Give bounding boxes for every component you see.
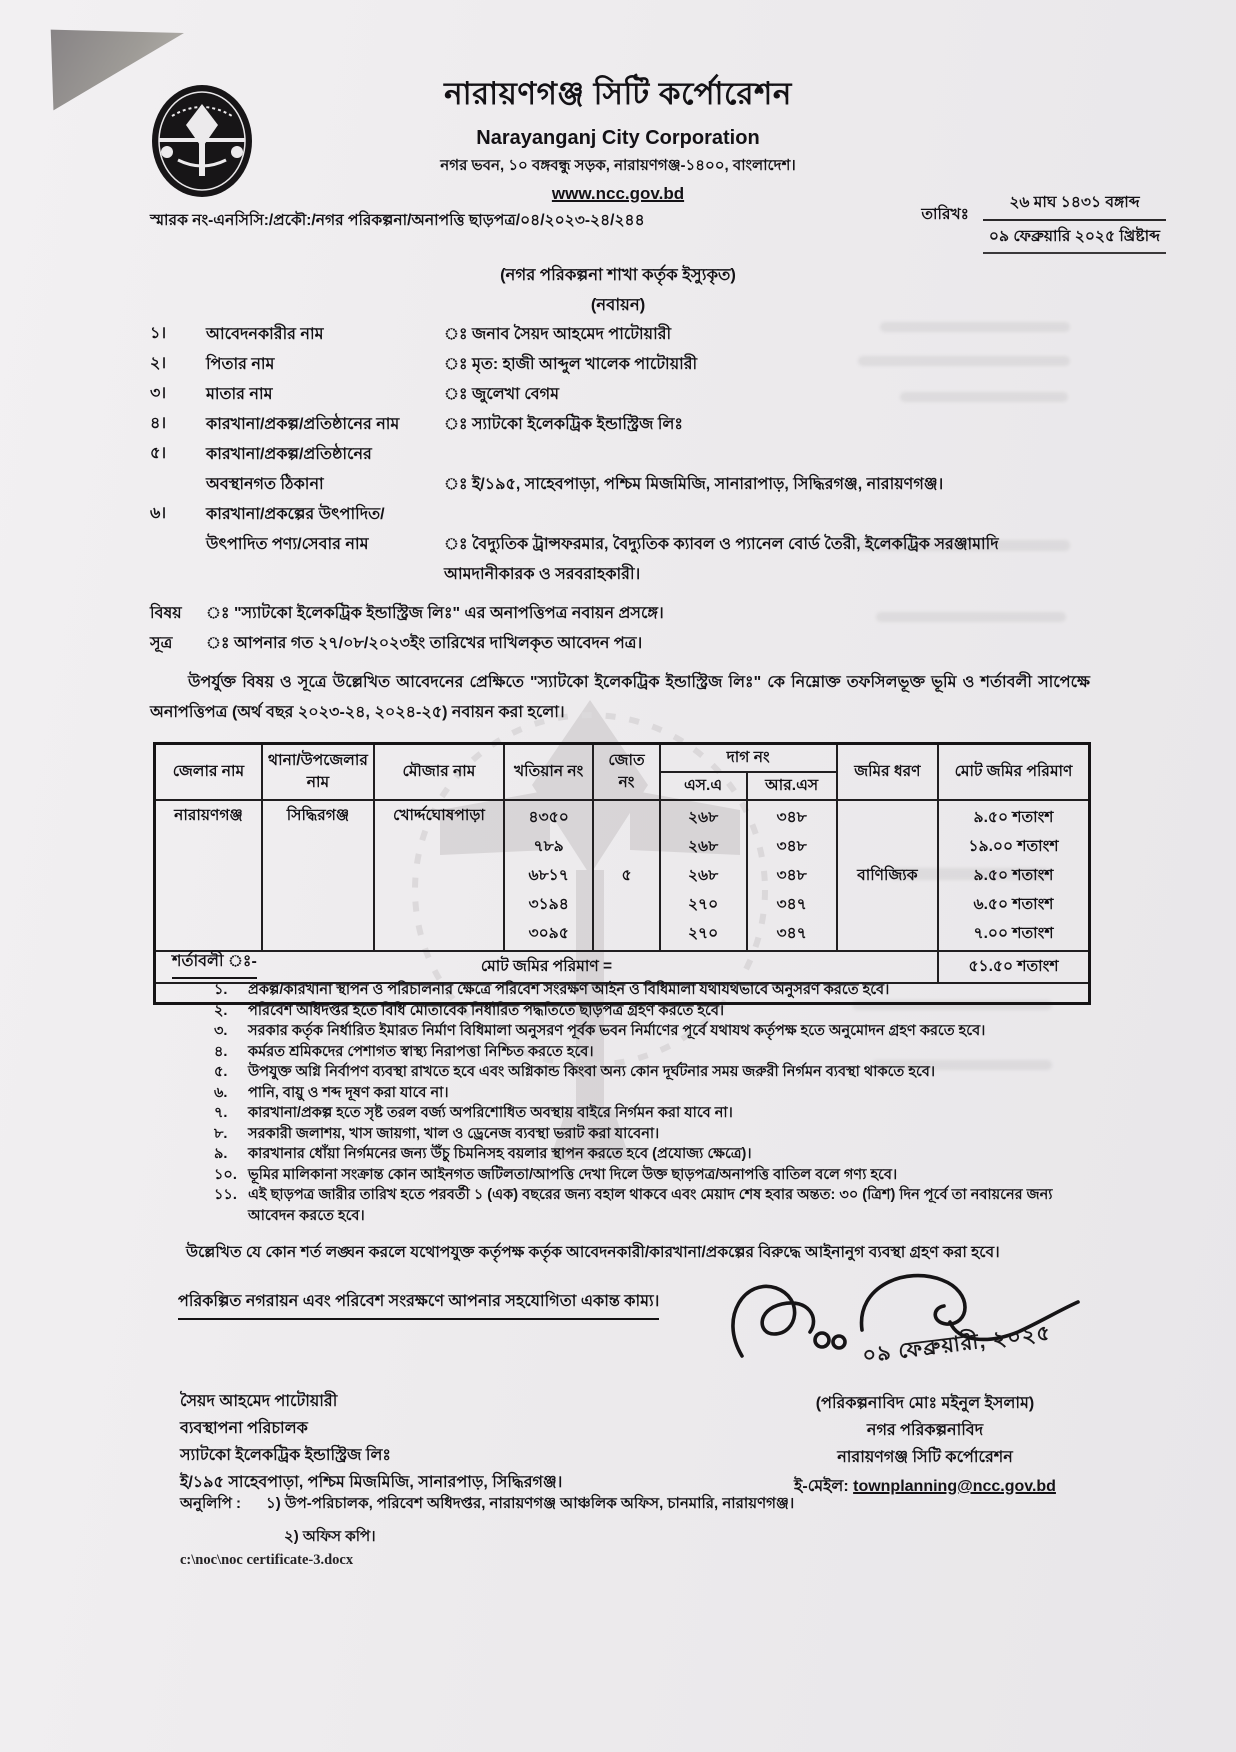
subject-label: বিষয় — [150, 605, 182, 622]
table-cell-value: ২৬৮ — [687, 867, 719, 884]
rs-col — [747, 800, 837, 951]
col-header-dag: দাগ নং — [660, 744, 837, 773]
detail-label: মাতার নাম — [206, 386, 273, 403]
table-total-row — [155, 951, 1090, 983]
condition-item — [150, 980, 1100, 1001]
detail-row — [150, 350, 1146, 380]
table-cell-value: ৬৮১৭ — [528, 867, 569, 884]
detail-number: ২। — [150, 355, 167, 372]
condition-item — [150, 1144, 1100, 1165]
total-area-value: ৫১.৫০ শতাংশ — [938, 951, 1090, 983]
date-gregorian: ০৯ ফেব্রুয়ারি ২০২৫ খ্রিষ্টাব্দ — [983, 221, 1166, 254]
subject-value: ঃ "স্যাটকো ইলেকট্রিক ইন্ডাস্ট্রিজ লিঃ" এর অনাপত্তিপত্র নবায়ন প্রসঙ্গে। — [206, 605, 664, 622]
signature-handwritten-date: ০৯ ফেব্রুয়ারী, ২০২৫ — [861, 1321, 1053, 1368]
planner-name: (পরিকল্পনাবিদ মোঃ মইনুল ইসলাম) — [815, 1395, 1035, 1412]
date-label: তারিখঃ — [921, 206, 969, 223]
condition-item — [150, 1103, 1100, 1124]
memo-number: স্মারক নং-এনসিসি:/প্রকৌ:/নগর পরিকল্পনা/অনাপত্তি ছাড়পত্র/০৪/২০২৩-২৪/২৪৪ — [150, 212, 645, 229]
mouza-cell: খোর্দ্দঘোষপাড়া — [374, 800, 504, 951]
detail-value: ঃ ই/১৯৫, সাহেবপাড়া, পশ্চিম মিজমিজি, সানারাপাড়, সিদ্ধিরগঞ্জ, নারায়ণগঞ্জ। — [444, 476, 944, 493]
table-cell-value: ৩০৯৫ — [528, 925, 569, 942]
conditions-title: শর্তাবলী ঃ- — [172, 948, 257, 979]
condition-item — [150, 1185, 1100, 1226]
table-cell-value: ৪৩৫০ — [528, 809, 569, 826]
condition-item — [150, 1021, 1100, 1042]
table-cell-value: ২৬৮ — [687, 838, 719, 855]
jote-cell: ৫ — [593, 800, 659, 951]
area-col — [938, 800, 1090, 951]
condition-text: ভূমির মালিকানা সংক্রান্ত কোন আইনগত জটিলতা/আপত্তি দেখা দিলে উক্ত ছাড়পত্র/অনাপত্তি বাতিল বলে গণ্য হবে। — [248, 1166, 898, 1183]
condition-number: ৬. — [214, 1084, 228, 1101]
condition-number: ৪. — [214, 1043, 228, 1060]
condition-number: ২. — [214, 1002, 228, 1019]
condition-number: ৭. — [214, 1105, 228, 1121]
planner-designation: নগর পরিকল্পনাবিদ — [866, 1422, 984, 1439]
table-cell-value: ৩১৯৪ — [528, 896, 569, 913]
detail-row — [150, 380, 1146, 410]
detail-value: ঃ জনাব সৈয়দ আহমেদ পাটোয়ারী — [444, 326, 672, 343]
total-area-label: মোট জমির পরিমাণ = — [155, 951, 939, 983]
detail-value: ঃ বৈদ্যুতিক ট্রান্সফরমার, বৈদ্যুতিক ক্যাবল ও প্যানেল বোর্ড তৈরী, ইলেকট্রিক সরঞ্জামাদি আমদানীকারক ও সরবরাহকারী। — [444, 536, 999, 583]
detail-number: ৩। — [150, 385, 167, 402]
condition-number: ৯. — [214, 1146, 228, 1162]
col-header-sa: এস.এ — [660, 772, 747, 800]
condition-number: ১০. — [214, 1166, 237, 1183]
applicant-name: সৈয়দ আহমেদ পাটোয়ারী — [180, 1393, 338, 1410]
table-cell-value: ৭.০০ শতাংশ — [973, 925, 1054, 942]
condition-text: পরিবেশ অধিদপ্তর হতে বিধি মোতাবেক নির্ধারিত পদ্ধতিতে ছাড়পত্র গ্রহণ করতে হবে। — [248, 1002, 725, 1019]
issued-by-line: (নগর পরিকল্পনা শাখা কর্তৃক ইস্যুকৃত) — [500, 266, 736, 284]
condition-number: ৮. — [214, 1125, 228, 1142]
condition-text: কারখানা/প্রকল্প হতে সৃষ্ট তরল বর্জ্য অপরিশোধিত অবস্থায় বাইরে নির্গমন করা যাবে না। — [248, 1105, 733, 1121]
detail-label: পিতার নাম — [206, 356, 275, 373]
col-header-khatian: খতিয়ান নং — [504, 744, 593, 801]
planner-organization: নারায়ণগঞ্জ সিটি কর্পোরেশন — [837, 1449, 1013, 1466]
table-cell-value: ১৯.০০ শতাংশ — [968, 838, 1059, 855]
copies-block — [180, 1492, 794, 1550]
detail-row — [150, 500, 1146, 590]
sa-col — [660, 800, 747, 951]
detail-label: আবেদনকারীর নাম — [206, 326, 324, 343]
land-schedule-table — [153, 742, 1091, 1005]
detail-row — [150, 320, 1146, 350]
land-type-cell: বাণিজ্যিক — [837, 800, 938, 951]
reference-value: ঃ আপনার গত ২৭/০৮/২০২৩ইং তারিখের দাখিলকৃত আবেদন পত্র। — [206, 635, 643, 652]
copies-item: ১) উপ-পরিচালক, পরিবেশ অধিদপ্তর, নারায়ণগঞ্জ আঞ্চলিক অফিস, চানমারি, নারায়ণগঞ্জ। — [266, 1495, 795, 1512]
col-header-mouza: মৌজার নাম — [374, 744, 504, 801]
condition-item — [150, 1165, 1100, 1186]
condition-text: কর্মরত শ্রমিকদের পেশাগত স্বাস্থ্য নিরাপত্তা নিশ্চিত করতে হবে। — [248, 1043, 594, 1060]
col-header-rs: আর.এস — [747, 772, 837, 800]
table-cell-value: ৩৪৭ — [776, 896, 807, 913]
letterhead — [0, 70, 1236, 204]
detail-number: ৬। — [150, 505, 167, 522]
district-cell: নারায়ণগঞ্জ — [155, 800, 262, 951]
applicant-organization: স্যাটকো ইলেকট্রিক ইন্ডাস্ট্রিজ লিঃ — [180, 1447, 391, 1464]
planner-signature-block — [730, 1390, 1120, 1500]
condition-text: সরকারী জলাশয়, খাস জায়গা, খাল ও ড্রেনেজ ব্যবস্থা ভরাট করা যাবেনা। — [248, 1125, 660, 1142]
org-address: নগর ভবন, ১০ বঙ্গবন্ধু সড়ক, নারায়ণগঞ্জ-১৪০০, বাংলাদেশ। — [440, 157, 796, 174]
table-cell-value: ২৬৮ — [687, 809, 719, 826]
table-cell-value: ৩৪৮ — [776, 809, 807, 826]
bleed-through-artifact — [876, 612, 1066, 622]
condition-item — [150, 1083, 1100, 1104]
condition-text: উপযুক্ত অগ্নি নির্বাপণ ব্যবস্থা রাখতে হবে এবং অগ্নিকান্ড কিংবা অন্য কোন দূর্ঘটনার সময় জরুরী নির্গমন ব্যবস্থা থাকতে হবে। — [248, 1064, 936, 1080]
condition-text: প্রকল্প/কারখানা স্থাপন ও পরিচালনার ক্ষেত্রে পরিবেশ সংরক্ষণ আইন ও বিধিমালা যথাযথভাবে অনুসরণ করতে হবে। — [248, 982, 890, 998]
condition-number: ৫. — [214, 1064, 228, 1080]
condition-item — [150, 1042, 1100, 1063]
detail-row — [150, 440, 1146, 500]
applicant-designation: ব্যবস্থাপনা পরিচালক — [180, 1420, 308, 1437]
org-website-link: www.ncc.gov.bd — [551, 184, 685, 203]
warning-paragraph: উল্লেখিত যে কোন শর্ত লঙ্ঘন করলে যথোপযুক্ত কর্তৃপক্ষ কর্তৃক আবেদনকারী/কারখানা/প্রকল্পের বিরুদ্ধে আইনানুগ ব্যবস্থা গ্রহণ করা হবে। — [186, 1244, 1000, 1261]
subject-line — [150, 600, 664, 627]
condition-text: কারখানার ধোঁয়া নির্গমনের জন্য উঁচু চিমনিসহ বয়লার স্থাপন করতে হবে (প্রযোজ্য ক্ষেত্রে)। — [248, 1146, 752, 1162]
detail-value: ঃ জুলেখা বেগম — [444, 386, 559, 403]
body-paragraph: উপর্যুক্ত বিষয় ও সূত্রে উল্লেখিত আবেদনের প্রেক্ষিতে "স্যাটকো ইলেকট্রিক ইন্ডাস্ট্রিজ লিঃ" কে নিম্নোক্ত তফসিলভূক্ত ভূমি ও শর্তাবলী সাপেক্ষে অনাপত্তিপত্র (অর্থ বছর ২০২৩-২৪, ২০২৪-২৫) নবায়ন করা হলো। — [150, 674, 1090, 721]
col-header-total-area: মোট জমির পরিমাণ — [938, 744, 1090, 801]
table-cell-value: ৩৪৭ — [776, 925, 807, 942]
table-cell-value: ৯.৫০ শতাংশ — [973, 809, 1054, 826]
copies-label: অনুলিপি : — [180, 1495, 242, 1512]
applicant-signature-block — [180, 1388, 562, 1496]
condition-item — [150, 1001, 1100, 1022]
detail-number: ১। — [150, 325, 167, 342]
condition-text: পানি, বায়ু ও শব্দ দূষণ করা যাবে না। — [248, 1084, 449, 1101]
table-cell-value: ৭৮৯ — [533, 838, 564, 855]
detail-label: কারখানা/প্রকল্পের উৎপাদিত/ উৎপাদিত পণ্য/সেবার নাম — [206, 506, 385, 553]
reference-line — [150, 630, 642, 657]
email-label: ই-মেইল: — [794, 1478, 849, 1495]
condition-number: ১. — [214, 982, 228, 998]
khatian-col — [504, 800, 593, 951]
detail-label: কারখানা/প্রকল্প/প্রতিষ্ঠানের নাম — [206, 416, 400, 433]
detail-value: ঃ স্যাটকো ইলেকট্রিক ইন্ডাস্ট্রিজ লিঃ — [444, 416, 683, 433]
condition-text: সরকার কর্তৃক নির্ধারিত ইমারত নির্মাণ বিধিমালা অনুসরণ পূর্বক ভবন নির্মাণের পূর্বে যথাযথ কর্তৃপক্ষ হতে অনুমোদন গ্রহণ করতে হবে। — [248, 1023, 986, 1039]
detail-number: ৪। — [150, 415, 167, 432]
conditions-list — [150, 980, 1100, 1226]
thana-cell: সিদ্ধিরগঞ্জ — [262, 800, 374, 951]
table-cell-value: ৬.৫০ শতাংশ — [973, 896, 1054, 913]
date-bangla: ২৬ মাঘ ১৪৩১ বঙ্গাব্দ — [983, 190, 1166, 221]
applicant-address: ই/১৯৫ সাহেবপাড়া, পশ্চিম মিজমিজি, সানারপাড়, সিদ্ধিরগঞ্জ। — [180, 1474, 563, 1491]
reference-label: সূত্র — [150, 635, 173, 652]
detail-row — [150, 410, 1146, 440]
col-header-district: জেলার নাম — [155, 744, 262, 801]
condition-item — [150, 1124, 1100, 1145]
table-cell-value: ৯.৫০ শতাংশ — [973, 867, 1054, 884]
condition-item — [150, 1062, 1100, 1083]
date-block — [921, 190, 1166, 254]
condition-text: এই ছাড়পত্র জারীর তারিখ হতে পরবর্তী ১ (এক) বছরের জন্য বহাল থাকবে এবং মেয়াদ শেষ হবার অন্তত: ৩০ (ত্রিশ) দিন পূর্বে তা নবায়নের জন্য আবেদন করতে হবে। — [248, 1187, 1053, 1224]
table-cell-value: ২৭০ — [687, 925, 719, 942]
details-list — [150, 320, 1146, 590]
col-header-land-type: জমির ধরণ — [837, 744, 938, 801]
detail-label: কারখানা/প্রকল্প/প্রতিষ্ঠানের অবস্থানগত ঠিকানা — [206, 446, 372, 493]
table-cell-value: ২৭০ — [687, 896, 719, 913]
detail-value: ঃ মৃত: হাজী আব্দুল খালেক পাটোয়ারী — [444, 356, 698, 373]
copies-item: ২) অফিস কপি। — [284, 1528, 376, 1545]
table-cell-value: ৩৪৮ — [776, 867, 807, 884]
condition-number: ৩. — [214, 1023, 228, 1039]
col-header-jote: জোত নং — [593, 744, 659, 801]
org-title-bangla: নারায়ণগঞ্জ সিটি কর্পোরেশন — [444, 76, 792, 111]
document-file-path: c:\noc\noc certificate-3.docx — [180, 1552, 354, 1568]
detail-number: ৫। — [150, 445, 167, 462]
closing-line: পরিকল্পিত নগরায়ন এবং পরিবেশ সংরক্ষণে আপনার সহযোগিতা একান্ত কাম্য। — [178, 1288, 659, 1320]
org-title-english: Narayanganj City Corporation — [476, 127, 760, 149]
col-header-thana: থানা/উপজেলার নাম — [262, 744, 374, 801]
condition-number: ১১. — [214, 1187, 237, 1203]
table-row — [155, 800, 1090, 951]
table-cell-value: ৩৪৮ — [776, 838, 807, 855]
renewal-line: (নবায়ন) — [590, 296, 646, 314]
planner-email-link: townplanning@ncc.gov.bd — [853, 1478, 1056, 1495]
